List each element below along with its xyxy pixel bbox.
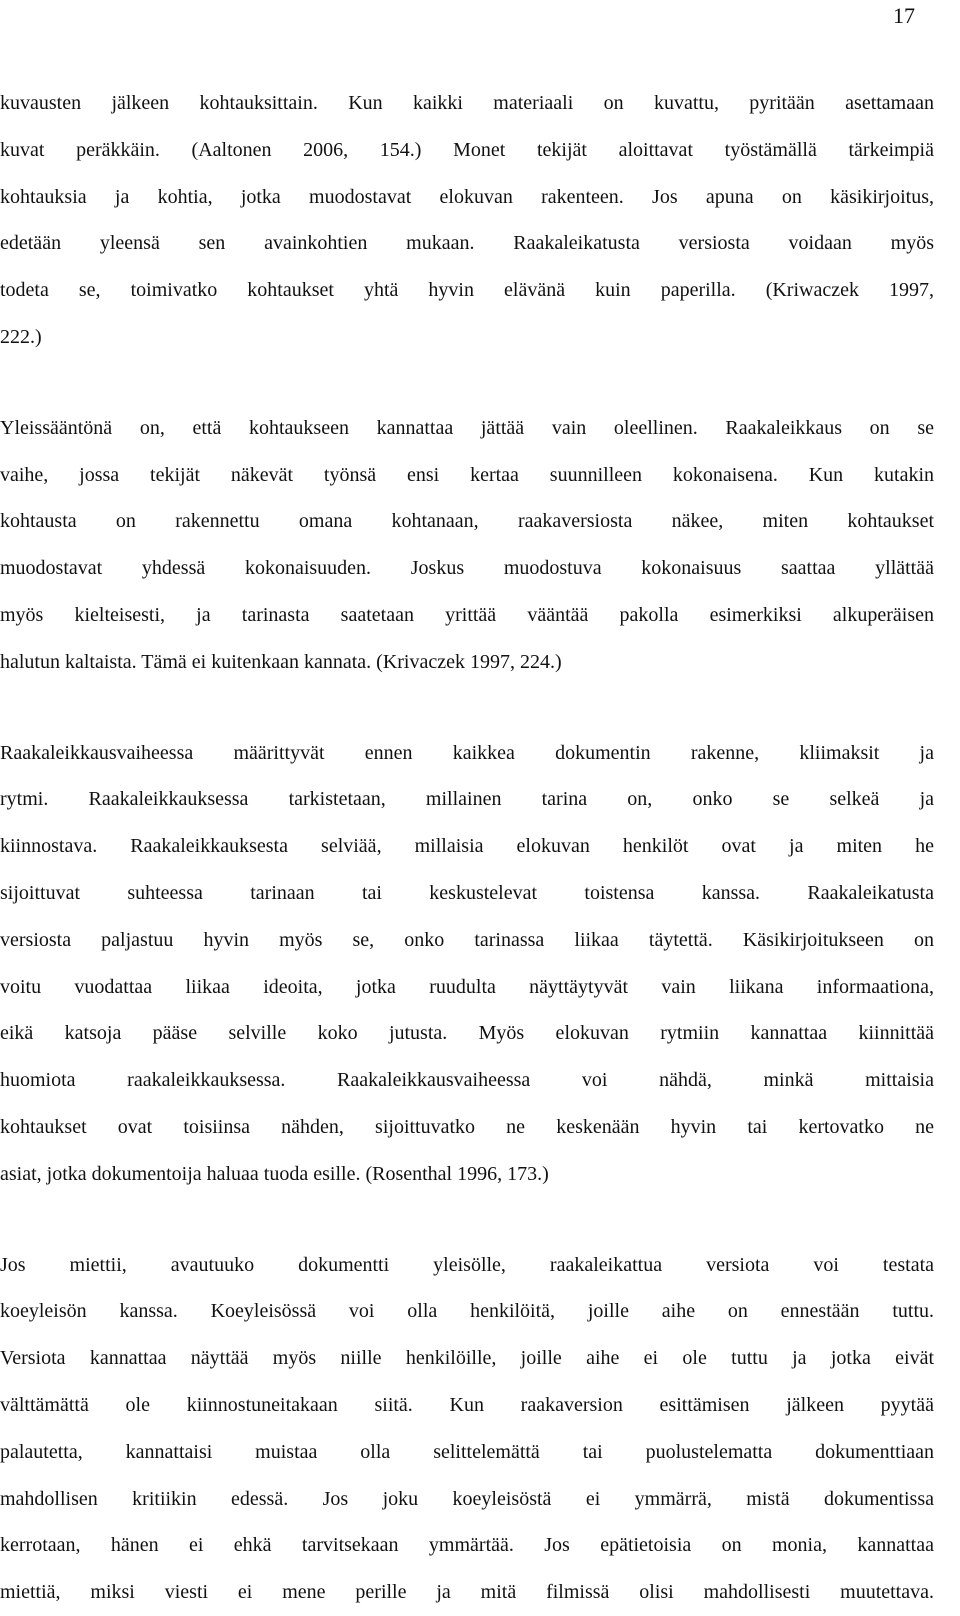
text-line: halutun kaltaista. Tämä ei kuitenkaan kannata. (Krivaczek 1997, 224.) [0, 650, 562, 673]
text-line: 222.) [0, 325, 42, 348]
text-line: kohtausta on rakennettu omana kohtanaan, raakaversiosta näkee, miten kohtaukset [0, 510, 934, 533]
text-line: myös kielteisesti, ja tarinasta saatetaan yrittää vääntää pakolla esimerkiksi alkuperäisen [0, 603, 934, 626]
text-line: kohtaukset ovat toisiinsa nähden, sijoittuvatko ne keskenään hyvin tai kertovatko ne [0, 1115, 934, 1138]
text-line: mahdollisen kritiikin edessä. Jos joku koeyleisöstä ei ymmärrä, mistä dokumentissa [0, 1487, 934, 1510]
text-line: kerrotaan, hänen ei ehkä tarvitsekaan ymmärtää. Jos epätietoisia on monia, kannattaa [0, 1534, 934, 1557]
text-line: Raakaleikkausvaiheessa määrittyvät ennen kaikkea dokumentin rakenne, kliimaksit ja [0, 741, 934, 764]
text-line: palautetta, kannattaisi muistaa olla selittelemättä tai puolustelematta dokumenttiaan [0, 1440, 934, 1463]
text-line: kiinnostava. Raakaleikkauksesta selviää, millaisia elokuvan henkilöt ovat ja miten he [0, 835, 934, 858]
text-line: todeta se, toimivatko kohtaukset yhtä hyvin elävänä kuin paperilla. (Kriwaczek 1997, [0, 279, 934, 302]
body-text [0, 80, 934, 1616]
paragraph-4 [0, 1242, 934, 1616]
text-line: edetään yleensä sen avainkohtien mukaan. Raakaleikatusta versiosta voidaan myös [0, 232, 934, 255]
text-line: versiosta paljastuu hyvin myös se, onko tarinassa liikaa täytettä. Käsikirjoitukseen on [0, 928, 934, 951]
text-line: vaihe, jossa tekijät näkevät työnsä ensi kertaa suunnilleen kokonaisena. Kun kutakin [0, 463, 934, 486]
text-line: sijoittuvat suhteessa tarinaan tai keskustelevat toistensa kanssa. Raakaleikatusta [0, 881, 934, 904]
text-line: Versiota kannattaa näyttää myös niille henkilöille, joille aihe ei ole tuttu ja jotka eivät [0, 1347, 934, 1370]
text-line: huomiota raakaleikkauksessa. Raakaleikkausvaiheessa voi nähdä, minkä mittaisia [0, 1069, 934, 1092]
text-line: voitu vuodattaa liikaa ideoita, jotka ruudulta näyttäytyvät vain liikana informaationa, [0, 975, 934, 998]
text-line: välttämättä ole kiinnostuneitakaan siitä. Kun raakaversion esittämisen jälkeen pyytää [0, 1393, 934, 1416]
text-line: koeyleisön kanssa. Koeyleisössä voi olla henkilöitä, joille aihe on ennestään tuttu. [0, 1300, 934, 1323]
paragraph-2 [0, 405, 934, 686]
text-line: miettiä, miksi viesti ei mene perille ja mitä filmissä olisi mahdollisesti muutettava. [0, 1581, 934, 1604]
page-number: 17 [893, 3, 915, 28]
paragraph-1 [0, 80, 934, 361]
text-line: Yleissääntönä on, että kohtaukseen kannattaa jättää vain oleellinen. Raakaleikkaus on se [0, 416, 934, 439]
text-line: Jos miettii, avautuuko dokumentti yleisölle, raakaleikattua versiota voi testata [0, 1253, 934, 1276]
text-line: asiat, jotka dokumentoija haluaa tuoda esille. (Rosenthal 1996, 173.) [0, 1162, 549, 1185]
text-line: kohtauksia ja kohtia, jotka muodostavat elokuvan rakenteen. Jos apuna on käsikirjoitus, [0, 185, 934, 208]
text-line: kuvat peräkkäin. (Aaltonen 2006, 154.) Monet tekijät aloittavat työstämällä tärkeimpiä [0, 138, 934, 161]
text-line: rytmi. Raakaleikkauksessa tarkistetaan, millainen tarina on, onko se selkeä ja [0, 788, 934, 811]
paragraph-3 [0, 730, 934, 1198]
text-line: kuvausten jälkeen kohtauksittain. Kun kaikki materiaali on kuvattu, pyritään asettamaan [0, 92, 934, 114]
text-line: eikä katsoja pääse selville koko jutusta. Myös elokuvan rytmiin kannattaa kiinnittää [0, 1022, 934, 1045]
text-line: muodostavat yhdessä kokonaisuuden. Joskus muodostuva kokonaisuus saattaa yllättää [0, 557, 934, 580]
